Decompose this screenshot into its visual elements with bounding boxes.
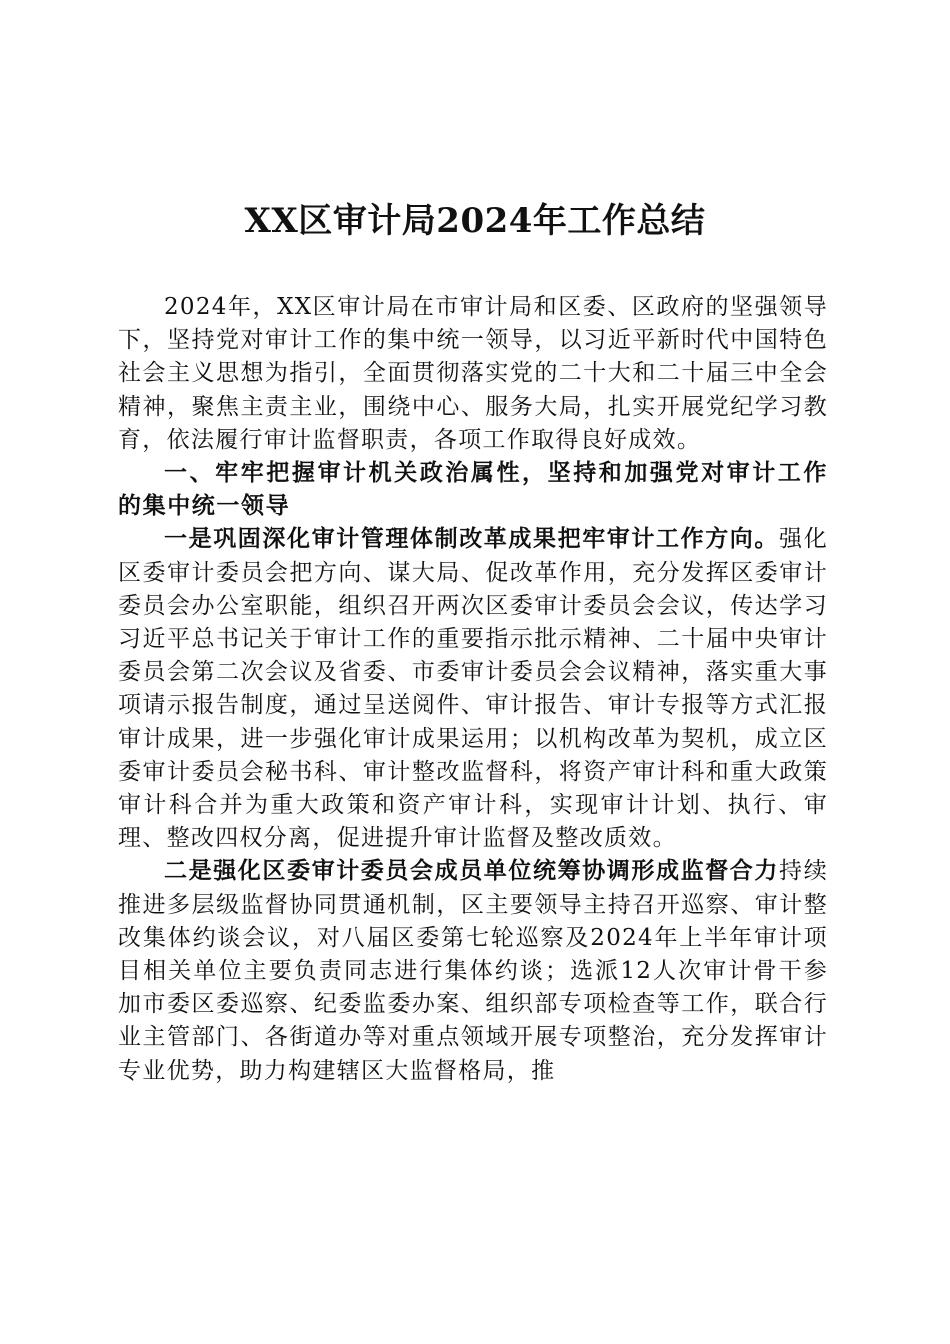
- point-2-body: 持续推进多层级监督协同贯通机制，区主要领导主持召开巡察、审计整改集体约谈会议，对八届区委第七轮巡察及2024年上半年审计项目相关单位主要负责同志进行集体约谈；选派12人次审计骨干参加市委区委巡察、纪委监委办案、组织部专项检查等工作，联合行业主管部门、各街道办等对重点领域开展专项整治，充分发挥审计专业优势，助力构建辖区大监督格局，推: [118, 858, 828, 1084]
- document-title: XX区审计局2024年工作总结: [244, 201, 706, 241]
- point-2-lead: 二是强化区委审计委员会成员单位统筹协调形成监督合力: [164, 858, 779, 885]
- point-1-paragraph: [118, 523, 828, 855]
- point-2-paragraph: [118, 855, 828, 1087]
- document-body: [118, 291, 828, 1088]
- section-1-heading: 一、牢牢把握审计机关政治属性，坚持和加强党对审计工作的集中统一领导: [118, 460, 828, 520]
- intro-paragraph: 2024年，XX区审计局在市审计局和区委、区政府的坚强领导下，坚持党对审计工作的集中统一领导，以习近平新时代中国特色社会主义思想为指引，全面贯彻落实党的二十大和二十届三中全会精神，聚焦主责主业，围绕中心、服务大局，扎实开展党纪学习教育，依法履行审计监督职责，各项工作取得良好成效。: [118, 294, 828, 453]
- point-1-lead: 一是巩固深化审计管理体制改革成果把牢审计工作方向。: [164, 526, 779, 553]
- point-1-body: 强化区委审计委员会把方向、谋大局、促改革作用，充分发挥区委审计委员会办公室职能，组织召开两次区委审计委员会会议，传达学习习近平总书记关于审计工作的重要指示批示精神、二十届中央审计委员会第二次会议及省委、市委审计委员会会议精神，落实重大事项请示报告制度，通过呈送阅件、审计报告、审计专报等方式汇报审计成果，进一步强化审计成果运用；以机构改革为契机，成立区委审计委员会秘书科、审计整改监督科，将资产审计科和重大政策审计科合并为重大政策和资产审计科，实现审计计划、执行、审理、整改四权分离，促进提升审计监督及整改质效。: [118, 526, 828, 852]
